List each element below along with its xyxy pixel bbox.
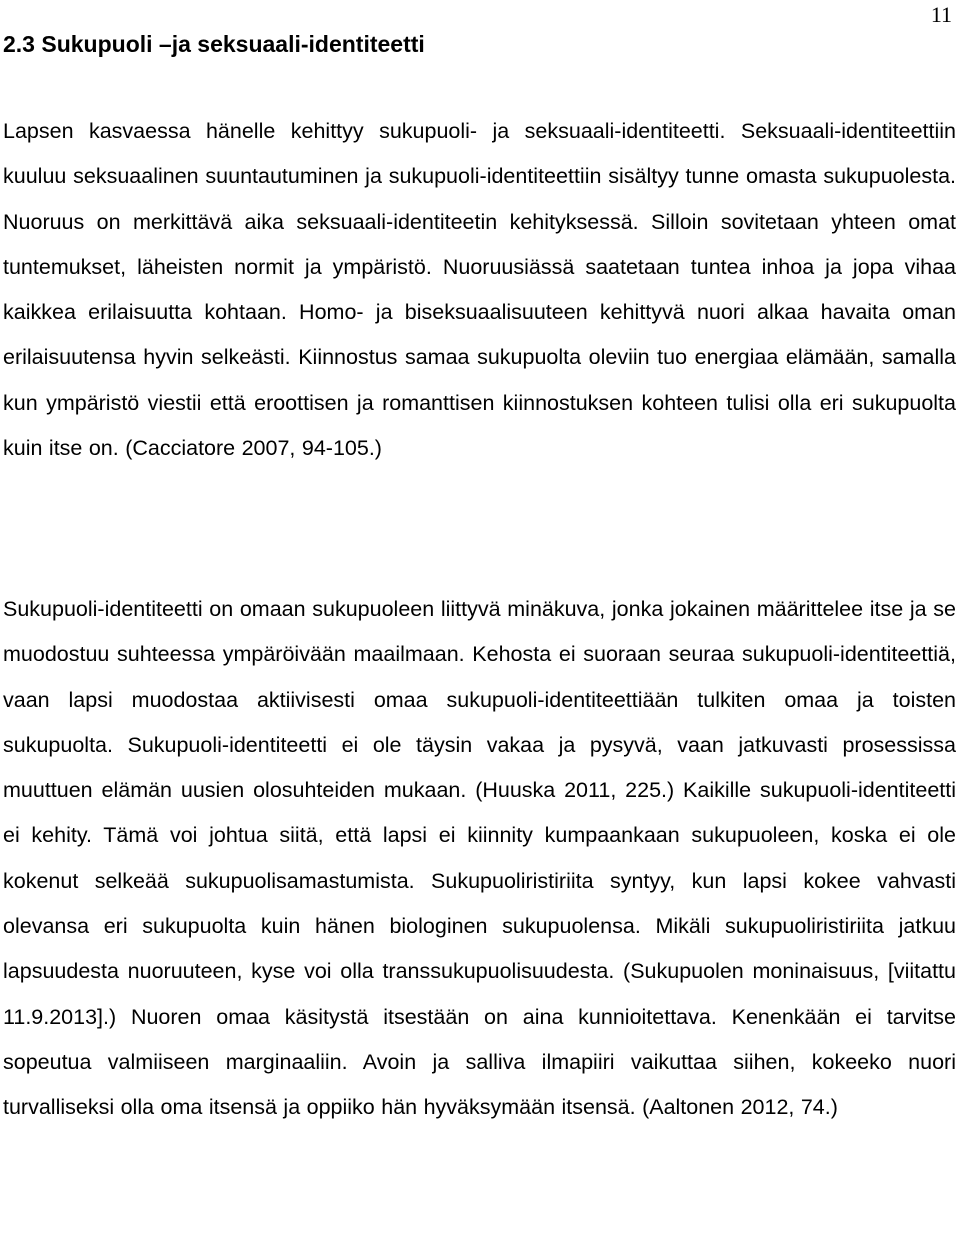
- body-paragraph-2: Sukupuoli-identiteetti on omaan sukupuoleen liittyvä minäkuva, jonka jokainen määrittelee itse ja se muodostuu suhteessa ympäröivään maailmaan. Kehosta ei suoraan seuraa sukupuoli-identiteettiä, vaan lapsi muodostaa aktiivisesti omaa sukupuoli-identiteettiään tulkiten omaa ja toisten sukupuolta. Sukupuoli-identiteetti ei ole täysin vakaa ja pysyvä, vaan jatkuvasti prosessissa muuttuen elämän uusien olosuhteiden mukaan. (Huuska 2011, 225.) Kaikille sukupuoli-identiteetti ei kehity. Tämä voi johtua siitä, että lapsi ei kiinnity kumpaankaan sukupuoleen, koska ei ole kokenut selkeää sukupuolisamastumista. Sukupuoliristiriita syntyy, kun lapsi kokee vahvasti olevansa eri sukupuolta kuin hänen biologinen sukupuolensa. Mikäli sukupuoliristiriita jatkuu lapsuudesta nuoruuteen, kyse voi olla transsukupuolisuudesta. (Sukupuolen moninaisuus, [viitattu 11.9.2013].) Nuoren omaa käsitystä itsestään on aina kunnioitettava. Kenenkään ei tarvitse sopeutua valmiiseen marginaaliin. Avoin ja salliva ilmapiiri vaikuttaa siihen, kokeeko nuori turvalliseksi olla oma itsensä ja oppiiko hän hyväksymään itsensä. (Aaltonen 2012, 74.): [3, 597, 956, 1120]
- body-paragraph-1: Lapsen kasvaessa hänelle kehittyy sukupuoli- ja seksuaali-identiteetti. Seksuaali-identiteettiin kuuluu seksuaalinen suuntautuminen ja sukupuoli-identiteettiin sisältyy tunne omasta sukupuolesta. Nuoruus on merkittävä aika seksuaali-identiteetin kehityksessä. Silloin sovitetaan yhteen omat tuntemukset, läheisten normit ja ympäristö. Nuoruusiässä saatetaan tuntea inhoa ja jopa vihaa kaikkea erilaisuutta kohtaan. Homo- ja biseksuaalisuuteen kehittyvä nuori alkaa havaita oman erilaisuutensa hyvin selkeästi. Kiinnostus samaa sukupuolta oleviin tuo energiaa elämään, samalla kun ympäristö viestii että eroottisen ja romanttisen kiinnostuksen kohteen tulisi olla eri sukupuolta kuin itse on. (Cacciatore 2007, 94-105.): [3, 119, 956, 461]
- section-heading: 2.3 Sukupuoli –ja seksuaali-identiteetti: [3, 31, 425, 57]
- page-number: 11: [930, 2, 952, 27]
